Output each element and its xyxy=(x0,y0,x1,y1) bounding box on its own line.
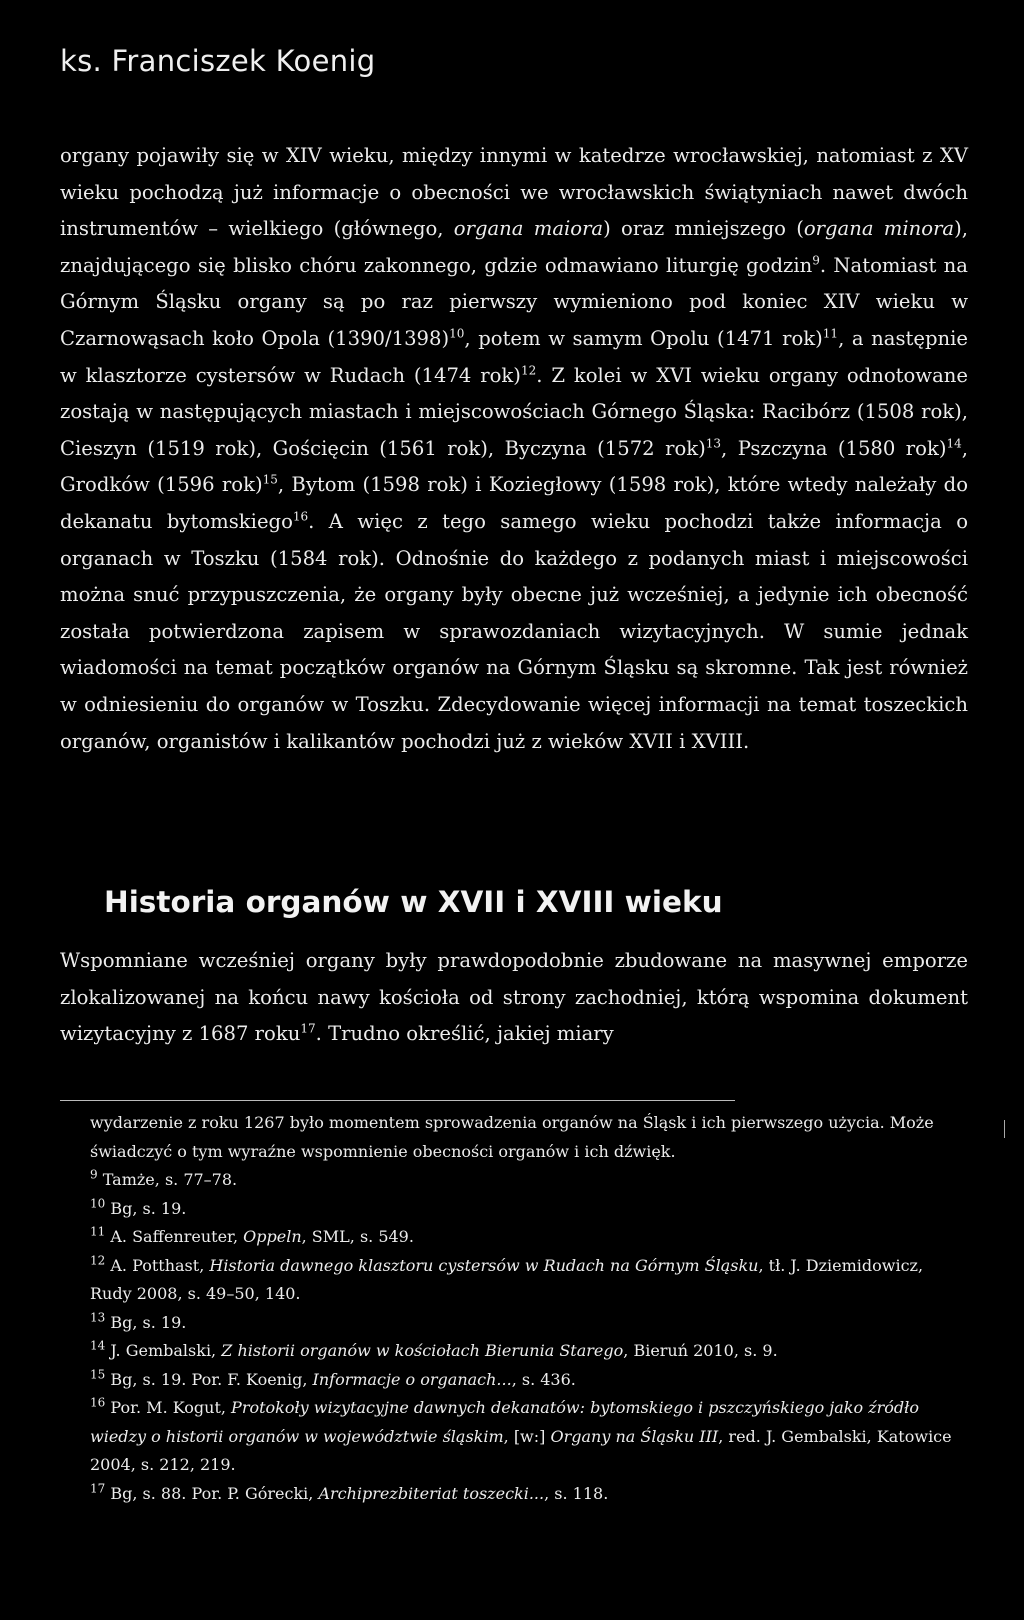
footnote-11: $^{11}$ A. Saffenreuter, Oppeln, SML, s. 549. xyxy=(90,1224,414,1246)
footnote-ref: 17 xyxy=(300,1021,316,1036)
footnote-ref: 14 xyxy=(946,436,962,451)
body-paragraph-1: organy pojawiły się w XIV wieku, między innymi w katedrze wrocławskiej, natomiast z XV wieku pochodzą już informacje o obecności we wrocławskich świątyniach nawet dwóch instrumentów – wielkiego (głównego, organa maiora) oraz mniejszego (organa minora), znajdującego się blisko chóru zakonnego, gdzie odmawiano liturgię godzin$^9$. Natomiast na Górnym Śląsku organy są po raz pierwszy wymieniono pod koniec XIV wieku w Czarnowąsach koło Opola $(1390/1398)^{10}$, potem w samym Opolu (1471 rok)$^{11}$, a następnie w klasztorze cystersów w Rudach (1474 rok)$^{12}$. Z kolei w XVI wieku organy odnotowane zostają w następujących miastach i miejscowościach Górnego Śląska: Racibórz (1508 rok), Cieszyn (1519 rok), Gościęcin (1561 rok), Byczyna (1572 rok)$^{13}$, Pszczyna (1580 rok)$^{14}$, Grodków (1596 rok)$^{15}$, Bytom (1598 rok) i Koziegłowy (1598 rok), które wtedy należały do dekanatu bytomskiego$^{16}$. A więc z tego samego wieku pochodzi także informacja o organach w Toszku (1584 rok). Odnośnie do każdego z podanych miast i miejscowości można snuć przypuszczenia, że organy były obecne już wcześniej, a jedynie ich obecność została potwierdzona zapisem w sprawozdaniach wizytacyjnych. W sumie jednak wiadomości na temat początków organów na Górnym Śląsku są skromne. Tak jest również w odniesieniu do organów w Toszku. Zdecydowanie więcej informacji na temat toszeckich organów, organistów i kalikantów pochodzi już z wieków XVII i XVIII. xyxy=(60,144,968,753)
footnote-ref: 13 xyxy=(705,436,722,451)
footnote-ref: 11 xyxy=(822,326,839,341)
footnote-ref: 15 xyxy=(262,472,278,487)
body-paragraph-2: Wspomniane wcześniej organy były prawdopodobnie zbudowane na masywnej emporze zlokalizowanej na końcu nawy kościoła od strony zachodniej, którą wspomina dokument wizytacyjny z 1687 roku$^{17}$. Trudno określić, jakiej miary xyxy=(60,949,968,1046)
footnote-9: $^9$ Tamże, s. 77–78. xyxy=(90,1167,238,1189)
section-heading: Historia organów w XVII i XVIII wieku xyxy=(104,885,723,919)
footnote-12: $^{12}$ A. Potthast, Historia dawnego klasztoru cystersów w Rudach na Górnym Śląsku, tł. J. Dziemidowicz, Rudy 2008, s. 49–50, 140. xyxy=(90,1253,924,1303)
footnote-13: $^{13}$ Bg, s. 19. xyxy=(90,1310,187,1332)
footnote-ref: 16 xyxy=(292,509,309,524)
footnote-continuation: wydarzenie z roku 1267 było momentem sprowadzenia organów na Śląsk i ich pierwszego użycia. Może świadczyć o tym wyraźne wspomnienie obecności organów i ich dźwięk. xyxy=(90,1113,934,1161)
footnote-17: $^{17}$ Bg, s. 88. Por. P. Górecki, Archiprezbiteriat toszecki..., s. 118. xyxy=(90,1481,609,1503)
footnotes xyxy=(90,1109,968,1508)
footnote-ref: 10 xyxy=(449,326,465,341)
running-head: ks. Franciszek Koenig xyxy=(60,44,376,78)
footnote-15: $^{15}$ Bg, s. 19. Por. F. Koenig, Informacje o organach..., s. 436. xyxy=(90,1367,576,1389)
footnote-16: $^{16}$ Por. M. Kogut, Protokoły wizytacyjne dawnych dekanatów: bytomskiego i pszczyńskiego jako źródło wiedzy o historii organów w województwie śląskim, [w:] Organy na Śląsku III, red. J. Gembalski, Katowice 2004, s. 212, 219. xyxy=(90,1395,952,1474)
footnote-divider xyxy=(60,1100,735,1101)
footnote-ref: 12 xyxy=(520,363,537,378)
footnote-14: $^{14}$ J. Gembalski, Z historii organów w kościołach Bierunia Starego, Bieruń 2010, s. 9. xyxy=(90,1338,778,1360)
margin-mark xyxy=(1004,1120,1005,1138)
footnote-ref: 9 xyxy=(812,253,820,268)
footnote-10: $^{10}$ Bg, s. 19. xyxy=(90,1196,187,1218)
